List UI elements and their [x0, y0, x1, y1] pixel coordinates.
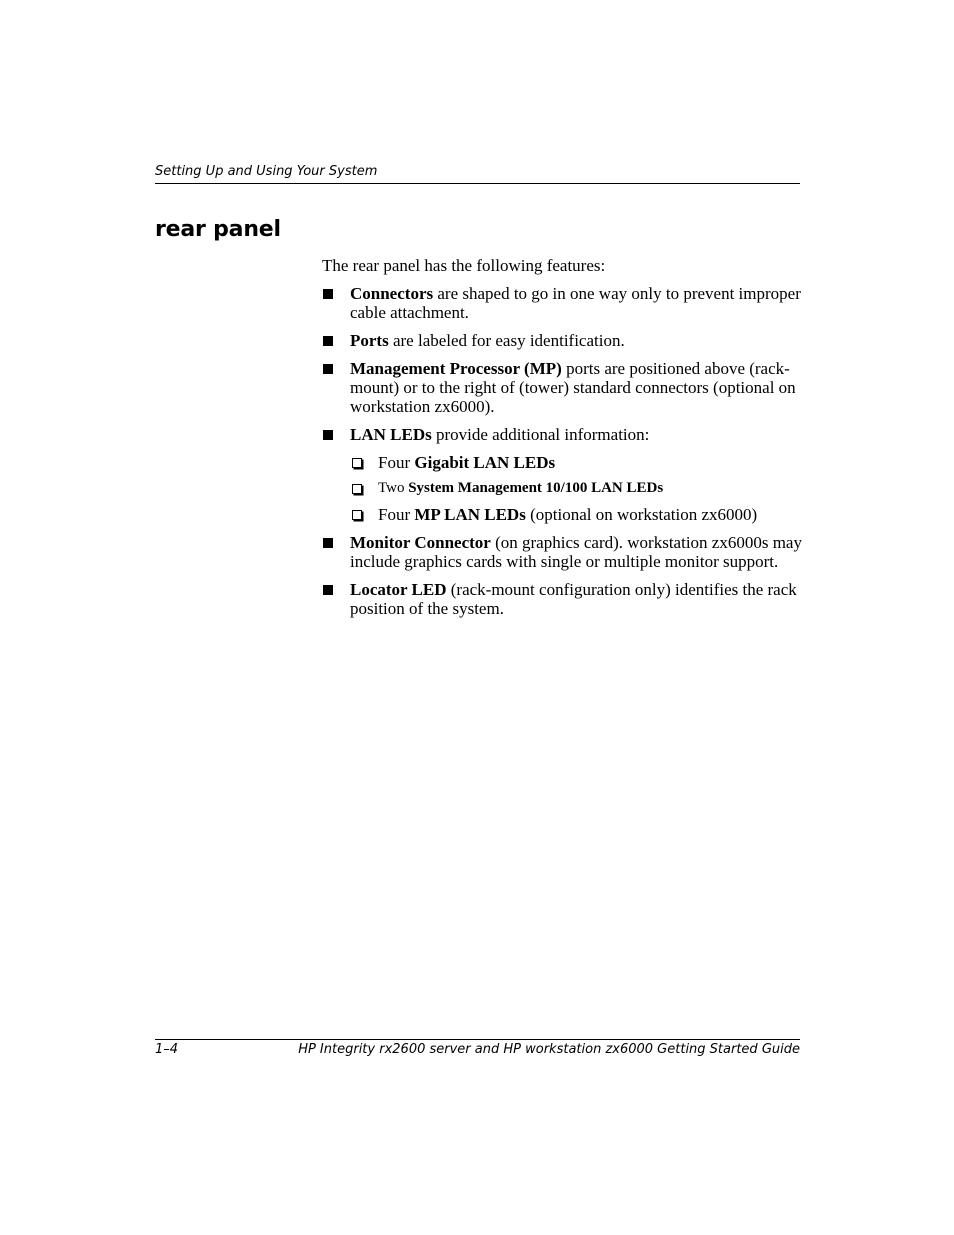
feature-text: ports are positioned above (rack-mount) or to the right of (tower) standard connectors (optional on workstation zx6000). — [350, 359, 796, 416]
section-title: rear panel — [155, 217, 281, 242]
lan-led-sublist — [350, 453, 802, 524]
feature-item-locator-led — [322, 580, 802, 618]
footer-divider — [155, 1039, 800, 1040]
square-bullet-icon — [323, 538, 333, 548]
feature-item-ports — [322, 331, 802, 350]
intro-paragraph: The rear panel has the following features: — [322, 256, 606, 275]
running-header: Setting Up and Using Your System — [155, 163, 800, 184]
feature-item-lan-leds — [322, 425, 802, 524]
square-bullet-icon — [323, 364, 333, 374]
feature-term: Connectors — [350, 284, 434, 303]
square-bullet-icon — [323, 585, 333, 595]
sub-item-system-management-leds — [350, 479, 802, 498]
feature-item-connectors — [322, 284, 802, 322]
square-bullet-icon — [323, 430, 333, 440]
sub-item-lead: Two — [378, 480, 409, 496]
guide-title: HP Integrity rx2600 server and HP workstation zx6000 Getting Started Guide — [298, 1042, 800, 1057]
feature-term: Management Processor (MP) — [350, 359, 562, 378]
feature-item-monitor-connector — [322, 533, 802, 571]
feature-term: Monitor Connector — [350, 533, 491, 552]
feature-text: (rack-mount configuration only) identifies the rack position of the system. — [350, 580, 797, 618]
feature-text: are labeled for easy identification. — [388, 331, 625, 350]
feature-item-management-processor — [322, 359, 802, 416]
section-body — [322, 256, 802, 627]
page-number: 1–4 — [155, 1042, 179, 1057]
feature-text: provide additional information: — [431, 425, 650, 444]
sub-item-term: Gigabit LAN LEDs — [414, 453, 556, 472]
sub-item-term: MP LAN LEDs — [414, 505, 526, 524]
feature-term: LAN LEDs — [350, 425, 432, 444]
feature-text: (on graphics card). workstation zx6000s may include graphics cards with single or multiple monitor support. — [350, 533, 802, 571]
box-bullet-icon — [352, 484, 362, 494]
sub-item-text: (optional on workstation zx6000) — [525, 505, 758, 524]
box-bullet-icon — [352, 458, 362, 468]
square-bullet-icon — [323, 289, 333, 299]
feature-list — [322, 284, 802, 618]
box-bullet-icon — [352, 510, 362, 520]
feature-term: Ports — [350, 331, 389, 350]
feature-text: are shaped to go in one way only to prevent improper cable attachment. — [350, 284, 801, 322]
square-bullet-icon — [323, 336, 333, 346]
sub-item-lead: Four — [378, 453, 415, 472]
feature-term: Locator LED — [350, 580, 447, 599]
sub-item-mp-lan-leds — [350, 505, 802, 524]
sub-item-lead: Four — [378, 505, 415, 524]
sub-item-term: System Management 10/100 LAN LEDs — [408, 480, 664, 496]
sub-item-gigabit-lan-leds — [350, 453, 802, 472]
